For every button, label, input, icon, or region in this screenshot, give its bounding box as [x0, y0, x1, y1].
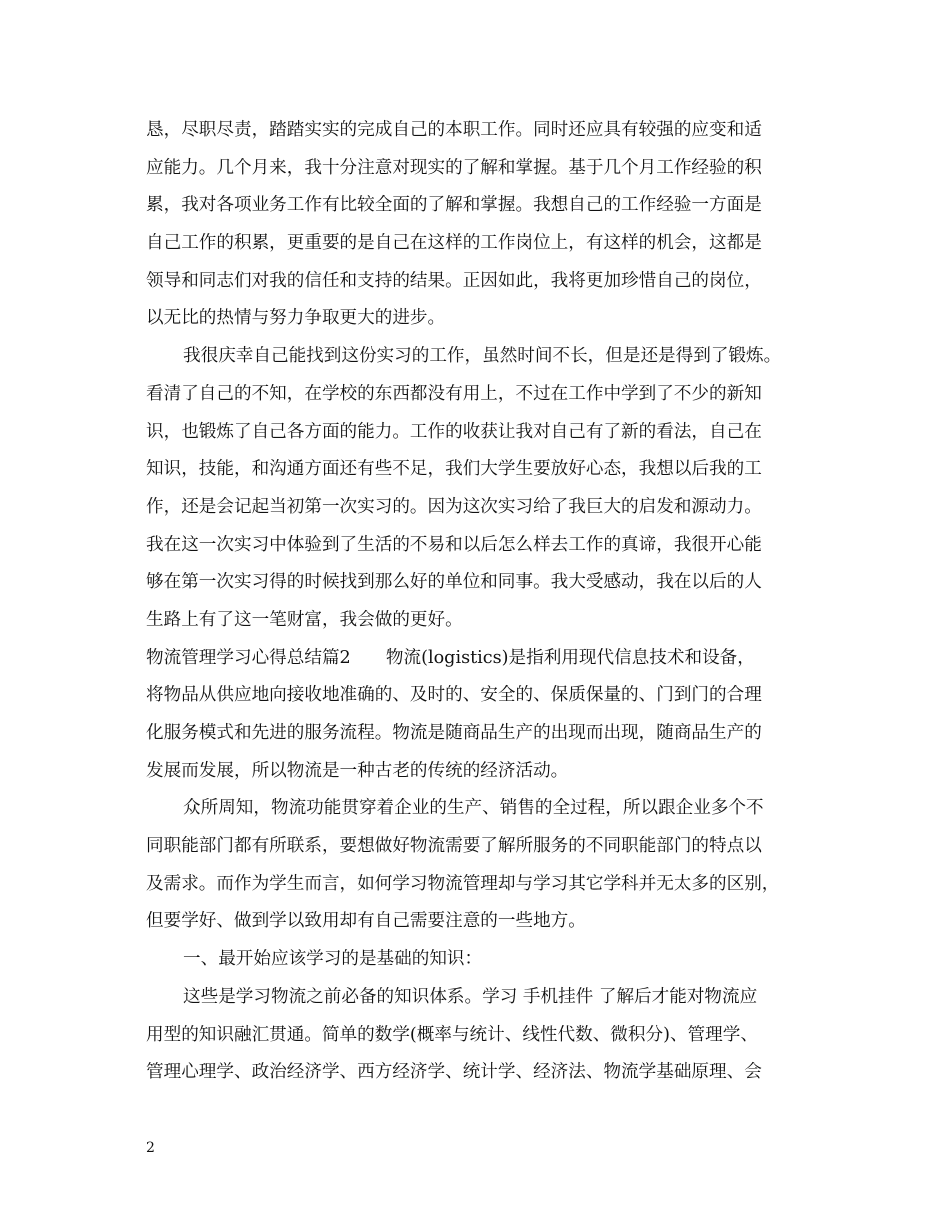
text-line: 够在第一次实习得的时候找到那么好的单位和同事。我大受感动，我在以后的人: [146, 572, 762, 593]
text-line: 生路上有了这一笔财富，我会做的更好。: [146, 609, 463, 630]
text-line: 识，也锻炼了自己各方面的能力。工作的收获让我对自己有了新的看法，自己在: [146, 421, 762, 442]
text-line: 我很庆幸自己能找到这份实习的工作，虽然时间不长，但是还是得到了锻炼。: [183, 346, 782, 367]
text-line: 以无比的热情与努力争取更大的进步。: [146, 308, 446, 329]
text-line: 恳，尽职尽责，踏踏实实的完成自己的本职工作。同时还应具有较强的应变和适: [146, 120, 762, 140]
text-line: 自己工作的积累，更重要的是自己在这样的工作岗位上，有这样的机会，这都是: [146, 233, 762, 254]
text-line: 及需求。而作为学生而言，如何学习物流管理却与学习其它学科并无太多的区别，: [146, 873, 780, 894]
text-line: 领导和同志们对我的信任和支持的结果。正因如此，我将更加珍惜自己的岗位，: [146, 270, 762, 291]
document-body: [146, 112, 808, 1092]
text-line: 用型的知识融汇贯通。简单的数学(概率与统计、线性代数、微积分)、管理学、: [146, 1024, 758, 1045]
page-number: 2: [146, 1140, 155, 1156]
text-line: 我在这一次实习中体验到了生活的不易和以后怎么样去工作的真谛，我很开心能: [146, 534, 762, 555]
text-line: 众所周知，物流功能贯穿着企业的生产、销售的全过程，所以跟企业多个不: [183, 798, 764, 819]
text-line: 发展而发展，所以物流是一种古老的传统的经济活动。: [146, 760, 569, 781]
text-line: 但要学好、做到学以致用却有自己需要注意的一些地方。: [146, 911, 586, 932]
text-line: 知识，技能，和沟通方面还有些不足，我们大学生要放好心态，我想以后我的工: [146, 459, 762, 480]
text-line: 看清了自己的不知，在学校的东西都没有用上，不过在工作中学到了不少的新知: [146, 383, 762, 404]
text-line: 一、最开始应该学习的是基础的知识：: [183, 949, 483, 970]
text-line: 同职能部门都有所联系，要想做好物流需要了解所服务的不同职能部门的特点以: [146, 836, 762, 857]
text-line: 管理心理学、政治经济学、西方经济学、统计学、经济法、物流学基础原理、会: [146, 1062, 762, 1083]
text-line: 累，我对各项业务工作有比较全面的了解和掌握。我想自己的工作经验一方面是: [146, 195, 762, 216]
text-line: 作，还是会记起当初第一次实习的。因为这次实习给了我巨大的启发和源动力。: [146, 496, 762, 517]
text-line: 将物品从供应地向接收地准确的、及时的、安全的、保质保量的、门到门的合理: [146, 685, 762, 706]
text-line: 应能力。几个月来，我十分注意对现实的了解和掌握。基于几个月工作经验的积: [146, 157, 762, 178]
text-line: 这些是学习物流之前必备的知识体系。学习 手机挂件 了解后才能对物流应: [183, 986, 758, 1007]
text-line: 化服务模式和先进的服务流程。物流是随商品生产的出现而出现，随商品生产的: [146, 723, 762, 743]
text-line: 物流管理学习心得总结篇2 物流(logistics)是指利用现代信息技术和设备，: [146, 647, 755, 668]
